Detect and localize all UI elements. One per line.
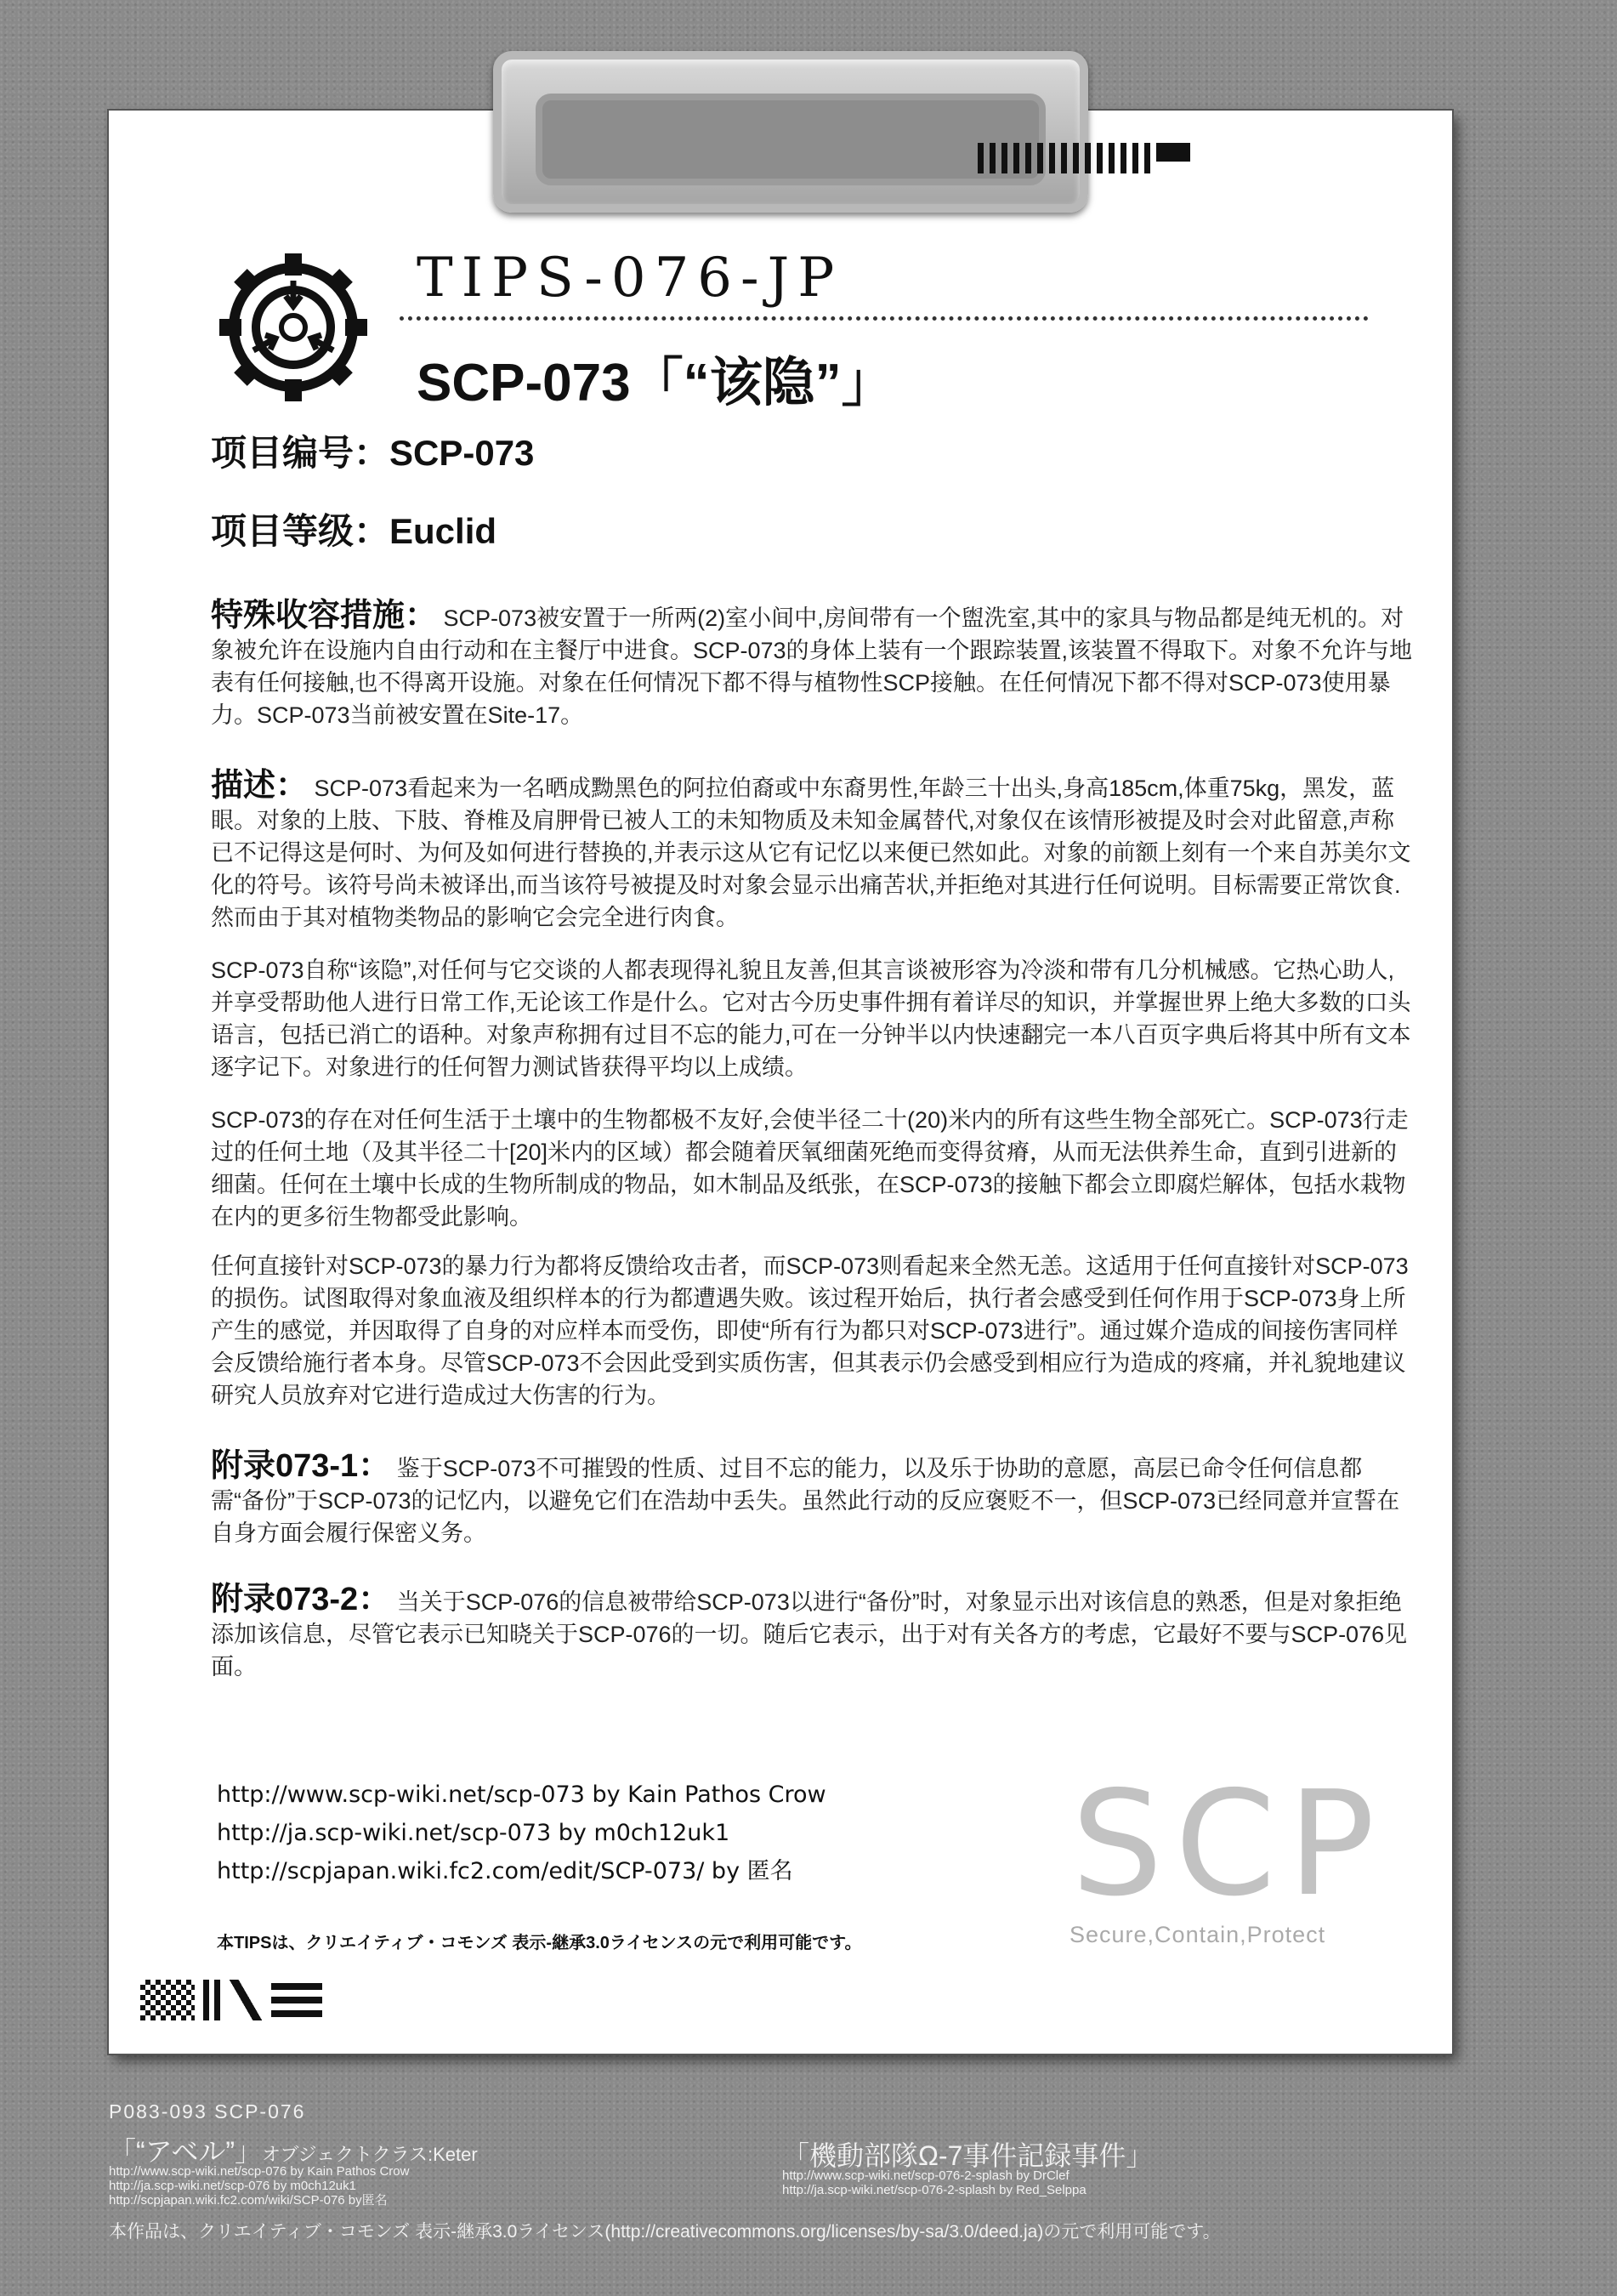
checker-icon — [140, 1980, 195, 2020]
story1-title: 「“アベル”」 — [109, 2136, 263, 2167]
tips-id: TIPS-076-JP — [417, 247, 843, 310]
title-divider — [400, 316, 1369, 321]
description-label: 描述： — [211, 768, 309, 804]
containment-section — [211, 600, 1414, 731]
description-p1: SCP-073看起来为一名晒成黝黑色的阿拉伯裔或中东裔男性,年龄三十出头,身高185cm,体重75kg，黑发，蓝眼。对象的上肢、下肢、脊椎及肩胛骨已被人工的未知物质及未知金属替代,对象仅在该情形被提及时会对此留意,声称已不记得这是何时、为何及如何进行替换的,并表示这从它有记忆以来便已然如此。对象的前额上刻有一个来自苏美尔文化的符号。该符号尚未被译出,而当该符号被提及时对象会显示出痛苦状,并拒绝对其进行任何说明。目标需要正常饮食.然而由于其对植物类物品的影响它会完全进行肉食。 — [211, 776, 1411, 930]
barcode-decoration — [978, 143, 1190, 173]
addendum2-text: 当关于SCP-076的信息被带给SCP-073以进行“备份”时，对象显示出对该信息的熟悉，但是对象拒绝添加该信息，尽管它表示已知晓关于SCP-076的一切。随后它表示，出于对有关各方的考虑，它最好不要与SCP-076见面。 — [211, 1589, 1408, 1679]
story2-title: 「機動部隊Ω-7事件記録事件」 — [782, 2140, 1154, 2171]
scp-brand-mark: SCP — [1071, 1760, 1387, 1929]
story2-url[interactable]: http://ja.scp-wiki.net/scp-076-2-splash by Red_Selppa — [782, 2183, 1087, 2197]
description-section — [211, 770, 1414, 934]
story2-urls — [782, 2168, 1087, 2197]
story1-url[interactable]: http://www.scp-wiki.net/scp-076 by Kain Pathos Crow — [109, 2164, 410, 2179]
addendum1-label: 附录073-1： — [211, 1448, 391, 1484]
reference-link[interactable]: http://ja.scp-wiki.net/scp-073 by m0ch12uk1 — [217, 1820, 730, 1846]
description-p3: SCP-073的存在对任何生活于土壤中的生物都极不友好,会使半径二十(20)米内的所有这些生物全部死亡。SCP-073行走过的任何土地（及其半径二十[20]米内的区域）都会随着厌氧细菌死绝而变得贫瘠，从而无法供养生命，直到引进新的细菌。任何在土壤中长成的生物所制成的物品，如木制品及纸张，在SCP-073的接触下都会立即腐烂解体，包括水栽物在内的更多衍生物都受此影响。 — [211, 1107, 1409, 1230]
bottom-pattern-decoration — [140, 1980, 322, 2020]
addendum2-label: 附录073-2： — [211, 1582, 391, 1617]
story2-url[interactable]: http://www.scp-wiki.net/scp-076-2-splash by DrClef — [782, 2168, 1069, 2183]
clip-opening — [536, 94, 1046, 185]
equals-icon — [271, 1983, 322, 2017]
item-number: 项目编号：SCP-073 — [211, 433, 535, 473]
containment-text: SCP-073被安置于一所两(2)室小间中,房间带有一个盥洗室,其中的家具与物品都是纯无机的。对象被允许在设施内自由行动和在主餐厅中进食。SCP-073的身体上装有一个跟踪装置,该装置不得取下。对象不允许与地表有任何接触,也不得离开设施。对象在任何情况下都不得与植物性SCP接触。在任何情况下都不得对SCP-073使用暴力。SCP-073当前被安置在Site-17。 — [211, 605, 1413, 728]
addendum1-section — [211, 1450, 1414, 1549]
reference-link[interactable]: http://www.scp-wiki.net/scp-073 by Kain Pathos Crow — [217, 1782, 826, 1808]
page-code: P083-093 SCP-076 — [109, 2100, 306, 2123]
bars-icon — [203, 1980, 220, 2020]
containment-label: 特殊收容措施： — [211, 598, 438, 634]
object-class: 项目等级：Euclid — [211, 511, 497, 551]
description-p2: SCP-073自称“该隐”,对任何与它交谈的人都表现得礼貌且友善,但其言谈被形容为冷淡和带有几分机械感。它热心助人,并享受帮助他人进行日常工作,无论该工作是什么。它对古今历史事件拥有着详尽的知识，并掌握世界上绝大多数的口头语言，包括已消亡的语种。对象声称拥有过目不忘的能力,可在一分钟半以内快速翻完一本八百页字典后将其中所有文本逐字记下。对象进行的任何智力测试皆获得平均以上成绩。 — [211, 958, 1411, 1080]
license-note: 本TIPSは、クリエイティブ・コモンズ 表示-継承3.0ライセンスの元で利用可能です。 — [217, 1934, 862, 1952]
reference-link[interactable]: http://scpjapan.wiki.fc2.com/edit/SCP-073/ by 匿名 — [217, 1858, 793, 1884]
addendum2-section — [211, 1583, 1414, 1683]
story1-urls — [109, 2164, 409, 2208]
clipboard-clip — [493, 51, 1088, 213]
footer-license: 本作品は、クリエイティブ・コモンズ 表示-継承3.0ライセンス(http://creativecommons.org/licenses/by-sa/3.0/deed.ja)の元で利用可能です。 — [109, 2222, 1221, 2242]
description-p4: 任何直接针对SCP-073的暴力行为都将反馈给攻击者，而SCP-073则看起来全然无恙。这适用于任何直接针对SCP-073的损伤。试图取得对象血液及组织样本的行为都遭遇失败。该过程开始后，执行者会感受到任何作用于SCP-073身上所产生的感觉，并因取得了自身的对应样本而受伤，即使“所有行为都只对SCP-073进行”。通过媒介造成的间接伤害同样会反馈给施行者本身。尽管SCP-073不会因此受到实质伤害，但其表示仍会感受到相应行为造成的疼痛，并礼貌地建议研究人员放弃对它进行造成过大伤害的行为。 — [211, 1253, 1409, 1408]
scp-tagline: Secure,Contain,Protect — [1069, 1922, 1326, 1947]
reference-links — [217, 1776, 826, 1890]
scp-logo-icon — [213, 247, 374, 408]
story1-url[interactable]: http://ja.scp-wiki.net/scp-076 by m0ch12uk1 — [109, 2179, 356, 2193]
slash-icon — [229, 1980, 263, 2020]
story1-class: オブジェクトクラス:Keter — [262, 2144, 478, 2165]
story1-url[interactable]: http://scpjapan.wiki.fc2.com/wiki/SCP-076 by匿名 — [109, 2193, 388, 2208]
addendum1-text: 鉴于SCP-073不可摧毁的性质、过目不忘的能力，以及乐于协助的意愿，高层已命令任何信息都需“备份”于SCP-073的记忆内，以避免它们在浩劫中丢失。虽然此行动的反应褒贬不一，但SCP-073已经同意并宣誓在自身方面会履行保密义务。 — [211, 1456, 1400, 1546]
document-title: SCP-073「“该隐”」 — [417, 354, 894, 412]
